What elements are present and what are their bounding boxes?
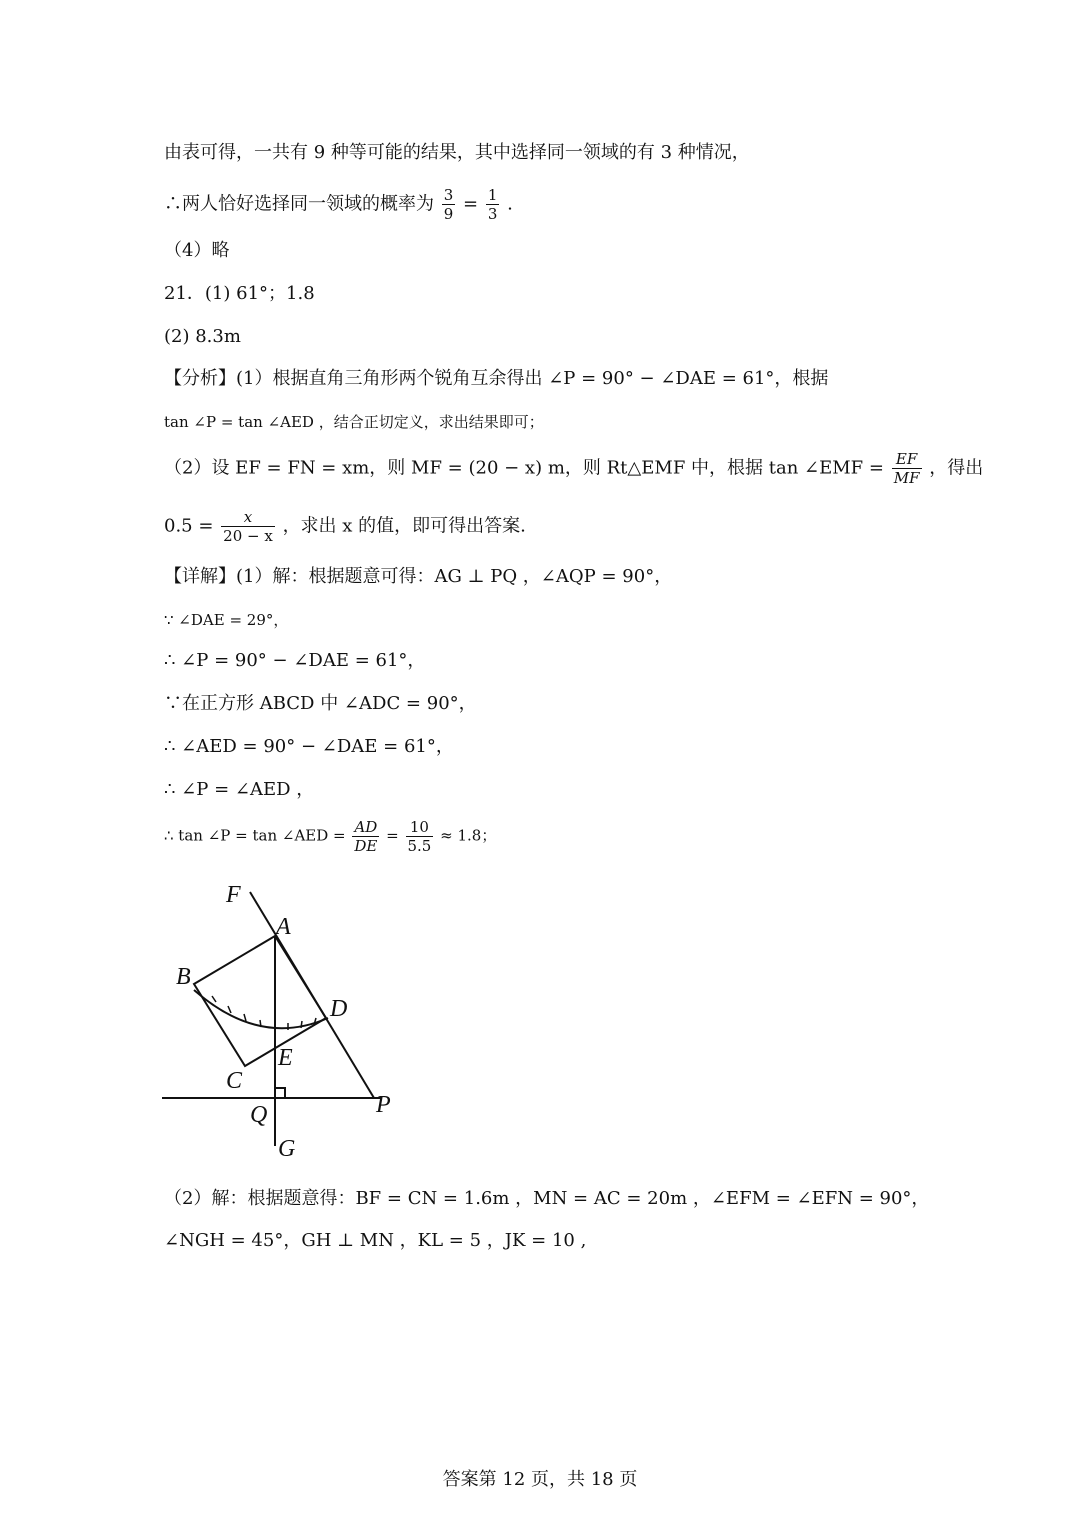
fraction-denominator: 3 (487, 205, 498, 223)
analysis-line-4 (164, 508, 526, 545)
label-f: F (226, 882, 241, 908)
tan-expression: ∴ tan ∠P = tan ∠AED = (164, 826, 346, 845)
right-angle-mark (275, 1088, 285, 1098)
label-d: D (330, 996, 348, 1022)
text-line-1: 由表可得，一共有 9 种等可能的结果，其中选择同一领域的有 3 种情况， (164, 142, 750, 163)
label-b: B (176, 964, 191, 990)
fraction-x-over-20-minus-x (221, 508, 275, 545)
analysis-line-3 (164, 450, 983, 487)
detail-line-3: ∴ ∠P = 90° − ∠DAE = 61°， (164, 650, 426, 671)
fraction-numerator: 1 (487, 186, 498, 204)
text-line-3: （4）略 (164, 240, 230, 261)
fraction-numerator: x (221, 508, 275, 527)
detail-line-5: ∴ ∠AED = 90° − ∠DAE = 61°， (164, 736, 454, 757)
page-footer: 答案第 12 页，共 18 页 (442, 1469, 638, 1490)
period: . (507, 193, 513, 215)
equation-lhs: 0.5 = (164, 515, 214, 537)
fraction-3-9 (442, 186, 456, 223)
label-q: Q (250, 1102, 268, 1128)
analysis-line-2: tan ∠P = tan ∠AED ，结合正切定义，求出结果即可； (164, 413, 544, 431)
equals-sign: = (463, 193, 479, 215)
equals-sign: = (386, 826, 399, 845)
label-p: P (376, 1092, 391, 1118)
fraction-ad-de (352, 818, 379, 855)
square-abcd (194, 936, 326, 1066)
fraction-numerator: 10 (406, 818, 434, 837)
label-a: A (276, 914, 291, 940)
question-21-answer-1: 21．(1) 61°；1.8 (164, 283, 315, 304)
detail-line-2: ∵ ∠DAE = 29°， (164, 611, 289, 629)
fraction-denominator: 5.5 (407, 837, 432, 855)
label-g: G (278, 1136, 296, 1162)
fraction-denominator: MF (893, 469, 920, 487)
label-c: C (226, 1068, 243, 1094)
detail-line-8: （2）解：根据题意得：BF = CN = 1.6m ，MN = AC = 20m ，∠EFM = ∠EFN = 90°， (164, 1188, 930, 1209)
fraction-numerator: AD (352, 818, 379, 837)
analysis-text-end: ，求出 x 的值，即可得出答案. (282, 515, 526, 537)
fraction-denominator: 20 − x (223, 527, 273, 545)
fraction-numerator: 3 (443, 186, 454, 204)
detail-line-4: ∵在正方形 ABCD 中 ∠ADC = 90°， (164, 693, 477, 714)
analysis-line-1: 【分析】(1）根据直角三角形两个锐角互余得出 ∠P = 90° − ∠DAE = 61°，根据 (164, 368, 829, 389)
detail-line-1: 【详解】(1）解：根据题意可得：AG ⊥ PQ ，∠AQP = 90°， (164, 566, 673, 587)
analysis-text: （2）设 EF = FN = xm，则 MF = (20 − x) m，则 Rt△EMF 中，根据 tan ∠EMF = (164, 457, 884, 479)
text-line-2 (164, 186, 513, 223)
fraction-denominator: DE (354, 837, 378, 855)
geometry-figure (150, 872, 420, 1162)
fraction-1-3 (486, 186, 500, 223)
probability-text: ∴两人恰好选择同一领域的概率为 (164, 193, 434, 215)
fraction-denominator: 9 (443, 205, 454, 223)
fraction-numerator: EF (892, 450, 922, 469)
label-e: E (278, 1045, 293, 1071)
analysis-text-end: ，得出 (929, 457, 984, 479)
detail-line-6: ∴ ∠P = ∠AED ， (164, 779, 315, 800)
fraction-ef-mf (892, 450, 922, 487)
approx-result: ≈ 1.8； (440, 826, 497, 845)
detail-line-7 (164, 818, 496, 855)
detail-line-9: ∠NGH = 45°，GH ⊥ MN ，KL = 5 ，JK = 10 , (164, 1230, 587, 1251)
fraction-10-5-5 (406, 818, 434, 855)
question-21-answer-2: (2) 8.3m (164, 326, 241, 347)
